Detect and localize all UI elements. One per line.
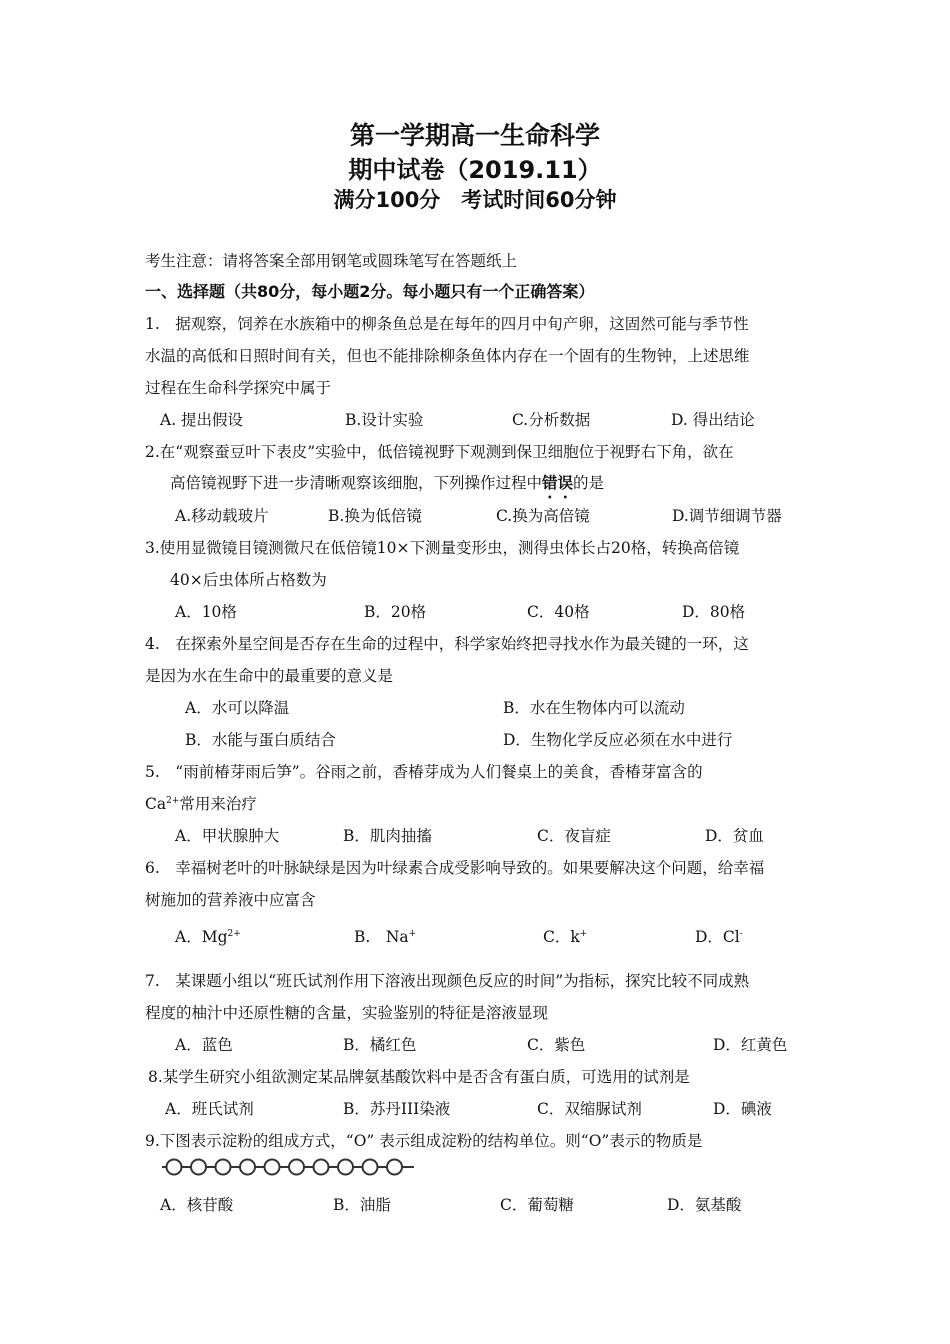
q8-option-a: A．班氏试剂 [165, 1100, 254, 1118]
q9-option-c: C．葡萄糖 [500, 1196, 574, 1214]
q5-line-2-text: 常用来治疗 [179, 795, 257, 813]
q2-option-d: D.调节细调节器 [672, 507, 782, 525]
q9-option-a: A．核苷酸 [160, 1196, 234, 1214]
q1-option-b: B.设计实验 [345, 411, 424, 429]
q1-line-3: 过程在生命科学探究中属于 [145, 379, 332, 397]
q6-option-a-text: A．Mg [175, 928, 228, 946]
q5-option-c: C．夜盲症 [537, 827, 611, 845]
q6-option-b [354, 927, 416, 947]
q7-option-b: B．橘红色 [343, 1036, 417, 1054]
q3-option-a: A．10格 [175, 603, 237, 621]
q5-line-2 [145, 794, 257, 814]
q3-option-b: B．20格 [364, 603, 427, 621]
q8-option-d: D．碘液 [713, 1100, 772, 1118]
exam-score-time: 满分100分 考试时间60分钟 [333, 188, 617, 212]
q2-line-2-text: 高倍镜视野下进一步清晰观察该细胞，下列操作过程中 [170, 474, 543, 492]
q9-option-d: D．氨基酸 [667, 1196, 742, 1214]
q9-option-b: B．油脂 [333, 1196, 391, 1214]
q3-option-d: D．80格 [682, 603, 746, 621]
q9-line-1: 9.下图表示淀粉的组成方式，“Ο” 表示组成淀粉的结构单位。则“Ο”表示的物质是 [145, 1132, 703, 1150]
exam-subtitle: 期中试卷（2019.11） [348, 156, 602, 184]
q4-option-c: B．水能与蛋白质结合 [185, 731, 336, 749]
q6-option-a [175, 927, 241, 947]
q7-option-a: A．蓝色 [175, 1036, 233, 1054]
q1-option-c: C.分析数据 [512, 411, 591, 429]
glucose-unit-circle [167, 1160, 182, 1175]
q2-option-b: B.换为低倍镜 [328, 507, 422, 525]
q6-option-d [695, 927, 743, 947]
q5-option-d: D．贫血 [705, 827, 764, 845]
q8-option-b: B．苏丹III染液 [343, 1100, 451, 1118]
q5-option-b: B．肌肉抽搐 [343, 827, 432, 845]
candidate-notice: 考生注意：请将答案全部用钢笔或圆珠笔写在答题纸上 [145, 252, 518, 270]
q6-option-a-charge: 2+ [227, 928, 241, 939]
q4-line-2: 是因为水在生命中的最重要的意义是 [145, 667, 394, 685]
q6-option-d-charge: - [739, 928, 743, 939]
q5-ion-charge: 2+ [166, 795, 180, 806]
q2-line-1: 2.在“观察蚕豆叶下表皮”实验中，低倍镜视野下观测到保卫细胞位于视野右下角，欲在 [145, 443, 734, 461]
q5-option-a: A．甲状腺肿大 [175, 827, 280, 845]
q8-line-1: 8.某学生研究小组欲测定某品牌氨基酸饮料中是否含有蛋白质，可选用的试剂是 [148, 1068, 690, 1086]
q7-line-1: 7. 某课题小组以“班氏试剂作用下溶液出现颜色反应的时间”为指标，探究比较不同成熟 [145, 972, 750, 990]
q4-option-b: B．水在生物体内可以流动 [503, 699, 685, 717]
q2-line-2 [170, 473, 604, 502]
q6-option-c [543, 927, 587, 947]
q2-option-a: A.移动载玻片 [175, 507, 269, 525]
q8-option-c: C．双缩脲试剂 [537, 1100, 642, 1118]
q7-option-d: D．红黄色 [713, 1036, 788, 1054]
starch-chain-diagram [160, 1156, 420, 1178]
glucose-unit-circle [289, 1160, 304, 1175]
q1-option-d: D. 得出结论 [671, 411, 755, 429]
q6-option-c-charge: + [579, 928, 588, 939]
q6-option-b-charge: + [408, 928, 417, 939]
q3-line-1: 3.使用显微镜目镜测微尺在低倍镜10×下测量变形虫，测得虫体长占20格，转换高倍镜 [145, 539, 740, 557]
glucose-unit-circle [216, 1160, 231, 1175]
exam-title: 第一学期高一生命科学 [349, 121, 600, 150]
q6-option-d-text: D．Cl [695, 928, 740, 946]
q4-option-d: D．生物化学反应必须在水中进行 [503, 731, 733, 749]
glucose-unit-circle [387, 1160, 402, 1175]
q7-option-c: C．紫色 [527, 1036, 586, 1054]
q3-line-2: 40×后虫体所占格数为 [170, 571, 327, 589]
q5-ion: Ca [145, 795, 167, 813]
glucose-unit-circle [191, 1160, 206, 1175]
q4-option-a: A．水可以降温 [185, 699, 290, 717]
q6-line-1: 6. 幸福树老叶的叶脉缺绿是因为叶绿素合成受影响导致的。如果要解决这个问题，给幸福 [145, 859, 765, 877]
glucose-unit-circle [265, 1160, 280, 1175]
q1-line-2: 水温的高低和日照时间有关，但也不能排除柳条鱼体内存在一个固有的生物钟，上述思维 [145, 347, 750, 365]
q6-option-b-text: B. Na [354, 928, 409, 946]
q2-option-c: C.换为高倍镜 [496, 507, 590, 525]
q2-emphasis-word: 错误 [542, 473, 574, 492]
section-heading: 一、选择题（共80分，每小题2分。每小题只有一个正确答案） [145, 282, 595, 301]
q1-option-a: A. 提出假设 [160, 411, 244, 429]
glucose-unit-circle [363, 1160, 378, 1175]
glucose-unit-circle [314, 1160, 329, 1175]
q6-option-c-text: C．k [543, 928, 580, 946]
glucose-unit-circle [338, 1160, 353, 1175]
q5-line-1: 5. “雨前椿芽雨后笋”。谷雨之前，香椿芽成为人们餐桌上的美食，香椿芽富含的 [145, 763, 703, 781]
q1-line-1: 1. 据观察，饲养在水族箱中的柳条鱼总是在每年的四月中旬产卵，这固然可能与季节性 [145, 315, 749, 333]
q7-line-2: 程度的柚汁中还原性糖的含量，实验鉴别的特征是溶液显现 [145, 1004, 549, 1022]
q4-line-1: 4. 在探索外星空间是否存在生命的过程中，科学家始终把寻找水作为最关键的一环，这 [145, 635, 749, 653]
q3-option-c: C．40格 [527, 603, 590, 621]
q6-line-2: 树施加的营养液中应富含 [145, 891, 316, 909]
glucose-unit-circle [240, 1160, 255, 1175]
q2-line-2-tail: 的是 [573, 474, 605, 492]
